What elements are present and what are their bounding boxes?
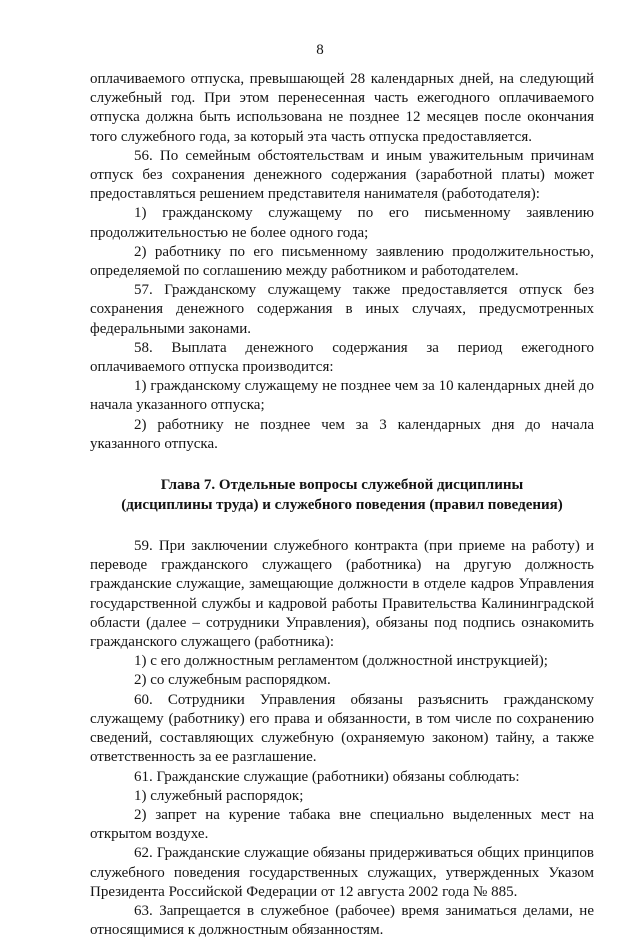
chapter-heading bbox=[90, 476, 594, 515]
paragraph-57: 57. Гражданскому служащему также предоставляется отпуск без сохранения денежного содержания в иных случаях, предусмотренных федеральными законами. bbox=[90, 282, 594, 337]
page-number: 8 bbox=[316, 42, 324, 58]
paragraph-63: 63. Запрещается в служебное (рабочее) время заниматься делами, не относящимися к должностным обязанностям. bbox=[90, 902, 594, 939]
paragraph-56-item-1: 1) гражданскому служащему по его письменному заявлению продолжительностью не более одного года; bbox=[90, 205, 594, 241]
paragraph-59-item-2: 2) со служебным распорядком. bbox=[134, 672, 331, 689]
paragraph-58: 58. Выплата денежного содержания за период ежегодного оплачиваемого отпуска производится: bbox=[90, 339, 594, 376]
paragraph-58-item-2: 2) работнику не позднее чем за 3 календарных дня до начала указанного отпуска. bbox=[90, 416, 594, 452]
paragraph-59-item-1: 1) с его должностным регламентом (должностной инструкцией); bbox=[134, 653, 548, 670]
paragraph-62: 62. Гражданские служащие обязаны придерживаться общих принципов служебного поведения государственных служащих, утвержденных Указом Президента Российской Федерации от 12 августа 2002 года № 885. bbox=[90, 845, 594, 900]
paragraph-61: 61. Гражданские служащие (работники) обязаны соблюдать: bbox=[134, 768, 520, 785]
paragraph-59: 59. При заключении служебного контракта (при приеме на работу) и переводе гражданского служащего (работника) на другую должность гражданские служащие, замещающие должности в отделе кадров Управления государственной службы и кадровой работы Правительства Калининградской области (далее – сотрудники Управления), обязаны под подпись ознакомить гражданского служащего (работника): bbox=[90, 538, 594, 651]
paragraph-56-item-2: 2) работнику по его письменному заявлению продолжительностью, определяемой по соглашению между работником и работодателем. bbox=[90, 243, 594, 280]
paragraph-continuation: оплачиваемого отпуска, превышающей 28 календарных дней, на следующий служебный год. При этом перенесенная часть ежегодного оплачиваемого отпуска должна быть использована не позднее 12 месяцев после окончания того служебного года, за который эта часть отпуска предоставляется. bbox=[90, 71, 594, 145]
chapter-heading-line-2: (дисциплины труда) и служебного поведения (правил поведения) bbox=[121, 496, 563, 513]
paragraph-61-item-1: 1) служебный распорядок; bbox=[134, 787, 304, 804]
document-body bbox=[90, 70, 594, 940]
paragraph-61-item-2: 2) запрет на курение табака вне специально выделенных мест на открытом воздухе. bbox=[90, 806, 594, 843]
paragraph-56: 56. По семейным обстоятельствам и иным уважительным причинам отпуск без сохранения денежного содержания (заработной платы) может предоставляться решением представителя нанимателя (работодателя): bbox=[90, 147, 594, 203]
paragraph-60: 60. Сотрудники Управления обязаны разъяснить гражданскому служащему (работнику) его права и обязанности, в том числе по сохранению сведений, составляющих служебную (охраняемую законом) тайну, а также ответственность за ее разглашение. bbox=[90, 691, 594, 766]
paragraph-58-item-1: 1) гражданскому служащему не позднее чем за 10 календарных дней до начала указанного отпуска; bbox=[90, 378, 594, 414]
chapter-heading-line-1: Глава 7. Отдельные вопросы служебной дисциплины bbox=[160, 477, 524, 494]
